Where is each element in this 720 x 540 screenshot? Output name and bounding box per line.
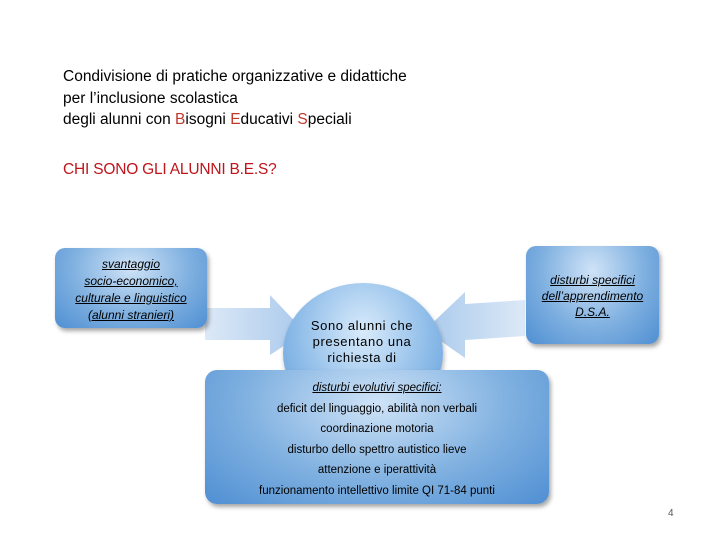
left-box-line-2: socio-economico, <box>84 274 178 288</box>
title-line-1: Condivisione di pratiche organizzative e didattiche <box>63 68 407 85</box>
question-heading: CHI SONO GLI ALUNNI B.E.S? <box>63 161 277 178</box>
center-circle-text <box>300 318 424 366</box>
bottom-box-disturbi-evolutivi <box>205 370 549 504</box>
page-number: 4 <box>668 508 674 519</box>
bottom-box-item: disturbo dello spettro autistico lieve <box>287 443 467 456</box>
right-box-dsa <box>526 246 659 344</box>
slide-title <box>63 66 407 131</box>
left-box-line-1: svantaggio <box>101 257 161 271</box>
bottom-box-heading: disturbi evolutivi specifici: <box>312 382 442 394</box>
left-box-svantaggio <box>55 248 207 328</box>
center-line-2: presentano una <box>312 334 412 349</box>
center-line-1: Sono alunni che <box>310 318 414 333</box>
bottom-box-item: coordinazione motoria <box>320 423 434 435</box>
bottom-box-item: attenzione e iperattività <box>317 464 437 476</box>
right-box-line-1: disturbi specifici <box>550 273 635 287</box>
title-line-3: degli alunni con Bisogni Educativi Speciali <box>63 111 352 128</box>
left-box-line-4: (alunni stranieri) <box>87 308 175 322</box>
right-box-line-2: dell’apprendimento <box>541 289 644 303</box>
left-box-line-3: culturale e linguistico <box>75 291 187 305</box>
bottom-box-item: deficit del linguaggio, abilità non verbali <box>276 402 478 415</box>
title-line-2: per l’inclusione scolastica <box>63 89 238 107</box>
bottom-box-item: funzionamento intellettivo limite QI 71-84 punti <box>259 484 495 497</box>
center-line-3: richiesta di <box>327 350 397 365</box>
right-box-line-3: D.S.A. <box>575 305 610 319</box>
